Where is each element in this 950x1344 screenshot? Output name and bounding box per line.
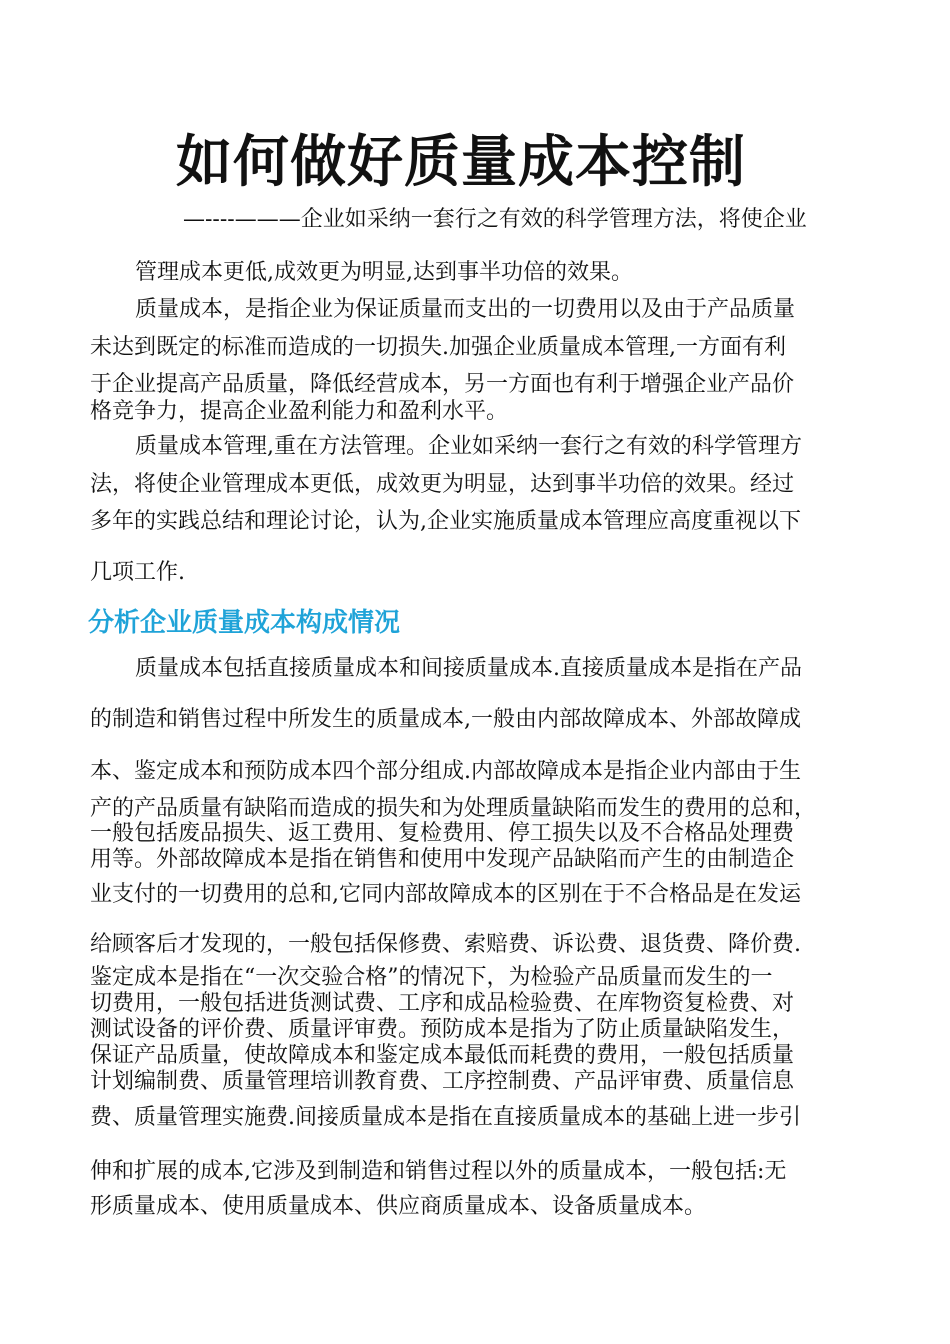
section-line: 产的产品质量有缺陷而造成的损失和为处理质量缺陷而发生的费用的总和，	[90, 796, 817, 821]
section-line: 给顾客后才发现的，一般包括保修费、索赔费、诉讼费、退货费、降价费.	[90, 932, 801, 957]
document-subtitle: —----———企业如采纳一套行之有效的科学管理方法，将使企业	[183, 207, 807, 232]
paragraph-line: 质量成本管理,重在方法管理。企业如采纳一套行之有效的科学管理方	[135, 434, 802, 459]
section-line: 形质量成本、使用质量成本、供应商质量成本、设备质量成本。	[90, 1194, 707, 1219]
section-heading: 分析企业质量成本构成情况	[88, 608, 401, 638]
paragraph-line: 法，将使企业管理成本更低，成效更为明显，达到事半功倍的效果。经过	[90, 472, 795, 497]
section-line: 费、质量管理实施费.间接质量成本是指在直接质量成本的基础上进一步引	[90, 1105, 801, 1130]
paragraph-line: 质量成本，是指企业为保证质量而支出的一切费用以及由于产品质量	[135, 297, 796, 322]
paragraph-line: 格竞争力，提高企业盈利能力和盈利水平。	[90, 399, 509, 424]
section-line: 质量成本包括直接质量成本和间接质量成本.直接质量成本是指在产品	[135, 656, 802, 681]
section-line: 测试设备的评价费、质量评审费。预防成本是指为了防止质量缺陷发生，	[90, 1017, 795, 1042]
paragraph-line: 多年的实践总结和理论讨论，认为,企业实施质量成本管理应高度重视以下	[90, 509, 801, 534]
paragraph-line: 管理成本更低,成效更为明显,达到事半功倍的效果。	[135, 260, 633, 285]
section-line: 计划编制费、质量管理培训教育费、工序控制费、产品评审费、质量信息	[90, 1069, 795, 1094]
section-line: 的制造和销售过程中所发生的质量成本,一般由内部故障成本、外部故障成	[90, 707, 801, 732]
section-line: 鉴定成本是指在“一次交验合格”的情况下，为检验产品质量而发生的一	[90, 965, 773, 990]
paragraph-line: 于企业提高产品质量，降低经营成本，另一方面也有利于增强企业产品价	[90, 372, 795, 397]
section-line: 本、鉴定成本和预防成本四个部分组成.内部故障成本是指企业内部由于生	[90, 759, 801, 784]
section-line: 切费用，一般包括进货测试费、工序和成品检验费、在库物资复检费、对	[90, 991, 795, 1016]
section-line: 用等。外部故障成本是指在销售和使用中发现产品缺陷而产生的由制造企	[90, 847, 795, 872]
section-line: 保证产品质量，使故障成本和鉴定成本最低而耗费的费用，一般包括质量	[90, 1043, 795, 1068]
paragraph-line: 几项工作.	[90, 560, 185, 585]
section-line: 伸和扩展的成本,它涉及到制造和销售过程以外的质量成本，一般包括:无	[90, 1159, 787, 1184]
section-line: 业支付的一切费用的总和,它同内部故障成本的区别在于不合格品是在发运	[90, 882, 801, 907]
paragraph-line: 未达到既定的标准而造成的一切损失.加强企业质量成本管理,一方面有利	[90, 335, 786, 360]
document-title: 如何做好质量成本控制	[176, 129, 746, 195]
section-line: 一般包括废品损失、返工费用、复检费用、停工损失以及不合格品处理费	[90, 821, 795, 846]
